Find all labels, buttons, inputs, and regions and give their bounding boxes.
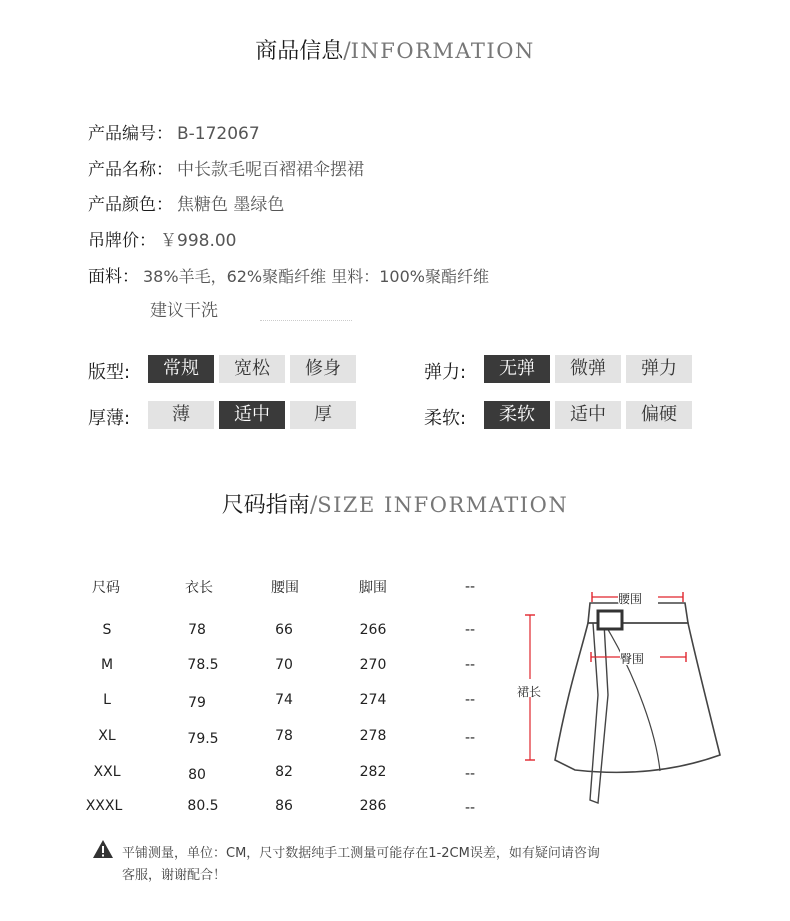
thickness-option-thin: 薄 <box>148 401 214 429</box>
table-cell: 78 <box>188 622 206 638</box>
size-title-cn: 尺码指南 <box>221 493 310 518</box>
header-length: 衣长 <box>185 580 213 596</box>
table-cell: 74 <box>275 692 293 708</box>
elastic-option-slight: 微弹 <box>555 355 621 383</box>
fit-option-loose: 宽松 <box>219 355 285 383</box>
table-cell: 80 <box>188 767 206 783</box>
elastic-option-none: 无弹 <box>484 355 550 383</box>
info-title-en: INFORMATION <box>350 39 535 63</box>
product-name-value: 中长款毛呢百褶裙伞摆裙 <box>177 160 364 180</box>
table-cell: 286 <box>359 798 387 814</box>
table-cell: 266 <box>359 622 387 638</box>
table-cell: -- <box>464 730 476 746</box>
product-name-label: 产品名称： <box>88 160 173 180</box>
table-cell: -- <box>464 622 476 638</box>
table-cell: XL <box>98 728 116 744</box>
info-title-cn: 商品信息 <box>255 39 344 64</box>
thickness-option-thick: 厚 <box>290 401 356 429</box>
header-hem: 脚围 <box>359 580 387 596</box>
length-label: 裙长 <box>517 685 542 699</box>
softness-option-stiff: 偏硬 <box>626 401 692 429</box>
product-color-value: 焦糖色 墨绿色 <box>177 195 285 215</box>
price-value: ￥998.00 <box>160 231 237 251</box>
thickness-label: 厚薄: <box>88 408 131 429</box>
fit-label: 版型: <box>88 362 131 383</box>
table-cell: 78.5 <box>187 657 219 673</box>
table-cell: 78 <box>275 728 293 744</box>
table-cell: 278 <box>359 728 387 744</box>
waist-label: 腰围 <box>618 592 643 606</box>
note-line-1: 平铺测量，单位：CM，尺寸数据纯手工测量可能存在1-2CM误差，如有疑问请咨询 <box>122 846 600 861</box>
fit-option-regular: 常规 <box>148 355 214 383</box>
table-cell: 82 <box>275 764 293 780</box>
table-cell: XXXL <box>85 798 123 814</box>
product-color-label: 产品颜色： <box>88 195 173 215</box>
hip-label: 臀围 <box>620 652 645 666</box>
table-cell: -- <box>464 800 476 816</box>
table-cell: S <box>102 622 112 638</box>
table-cell: -- <box>464 692 476 708</box>
header-waist: 腰围 <box>271 580 299 596</box>
product-code-label: 产品编号： <box>88 124 173 144</box>
skirt-belt-strap <box>590 623 608 803</box>
skirt-buckle <box>598 611 622 629</box>
table-cell: 282 <box>359 764 387 780</box>
table-cell: 274 <box>359 692 387 708</box>
fit-option-slim: 修身 <box>290 355 356 383</box>
table-cell: 70 <box>275 657 293 673</box>
skirt-outline <box>555 623 720 772</box>
elastic-label: 弹力: <box>424 362 467 383</box>
info-title-separator: / <box>343 39 351 64</box>
softness-option-medium: 适中 <box>555 401 621 429</box>
softness-label: 柔软: <box>424 408 467 429</box>
price-label: 吊牌价： <box>88 231 156 251</box>
size-title-en: SIZE INFORMATION <box>317 493 569 517</box>
fabric-value: 38%羊毛，62%聚酯纤维 里料：100%聚酯纤维 <box>143 267 489 286</box>
table-cell: 66 <box>275 622 293 638</box>
warning-icon <box>92 839 114 859</box>
table-cell: XXL <box>93 764 121 780</box>
note-line-2: 客服，谢谢配合！ <box>122 868 227 883</box>
product-code-value: B-172067 <box>177 124 260 144</box>
header-extra: -- <box>464 579 476 595</box>
softness-option-soft: 柔软 <box>484 401 550 429</box>
header-size: 尺码 <box>92 580 120 596</box>
table-cell: M <box>100 657 114 673</box>
table-cell: 79.5 <box>187 731 219 747</box>
table-cell: L <box>103 692 111 708</box>
table-cell: -- <box>464 766 476 782</box>
table-cell: 80.5 <box>187 798 219 814</box>
table-cell: 79 <box>188 695 206 711</box>
elastic-option-stretch: 弹力 <box>626 355 692 383</box>
fabric-label: 面料： <box>88 267 139 287</box>
table-cell: 86 <box>275 798 293 814</box>
table-cell: -- <box>464 657 476 673</box>
care-value: 建议干洗 <box>150 301 218 321</box>
skirt-wrap-line <box>604 623 660 771</box>
table-cell: 270 <box>359 657 387 673</box>
thickness-option-medium: 适中 <box>219 401 285 429</box>
size-title-separator: / <box>309 493 318 518</box>
